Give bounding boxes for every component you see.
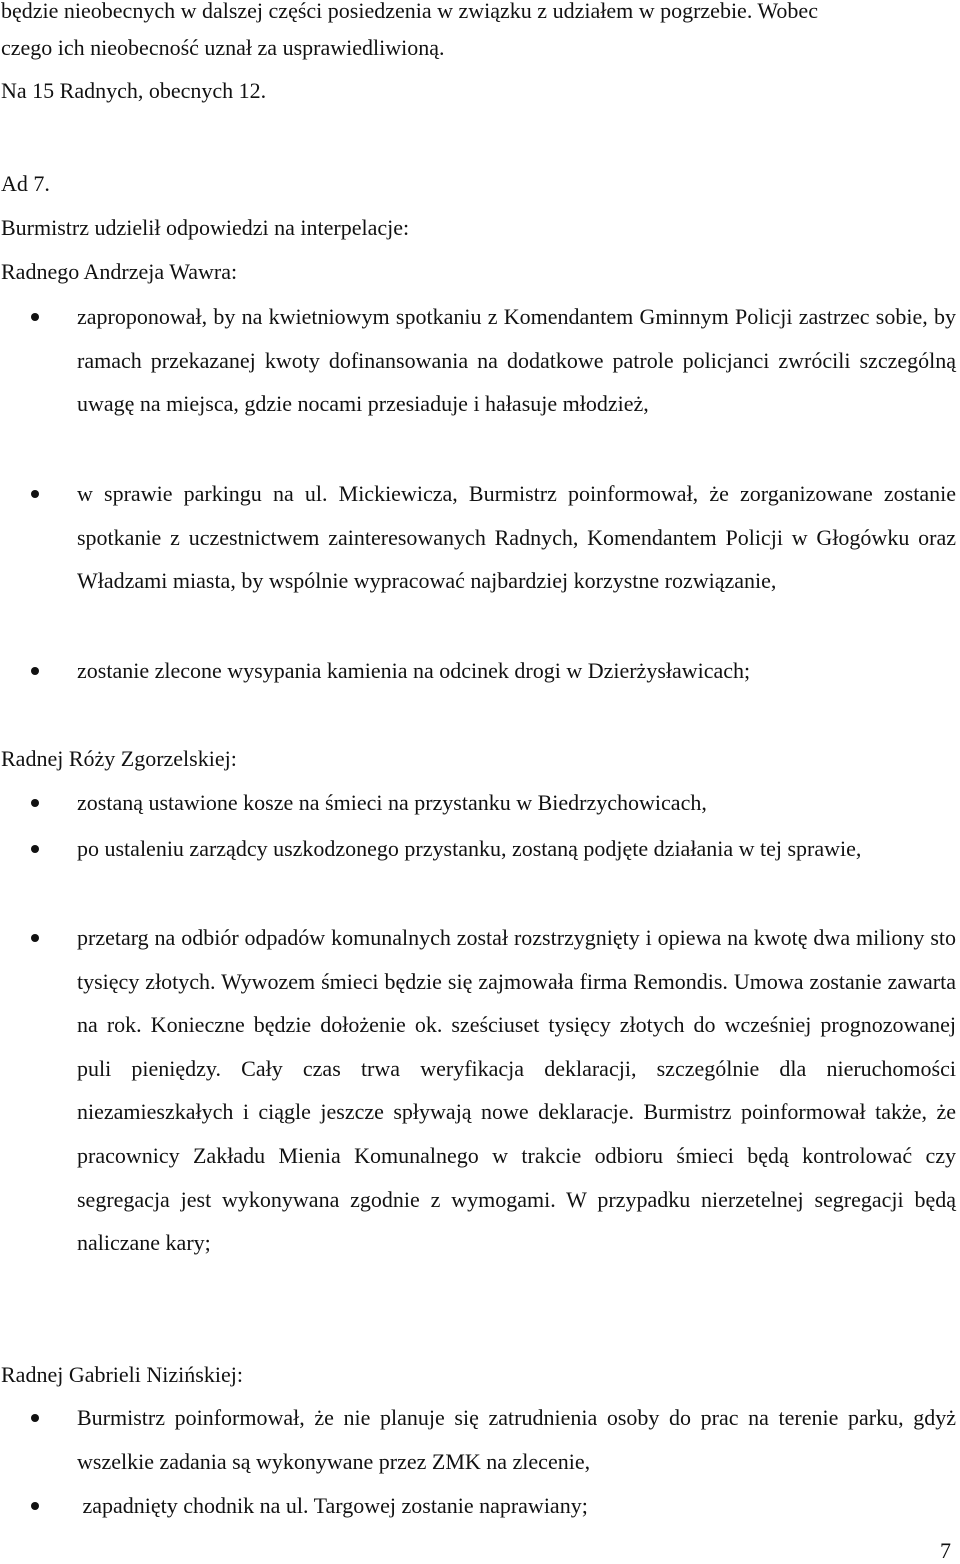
list-item: zostaną ustawione kosze na śmieci na przystanku w Biedrzychowicach, — [77, 790, 707, 815]
section-heading: Ad 7. — [1, 171, 50, 196]
intro-line-3: Na 15 Radnych, obecnych 12. — [1, 78, 267, 103]
group-label: Radnego Andrzeja Wawra: — [1, 259, 238, 284]
list-item: zapadnięty chodnik na ul. Targowej zostanie naprawiany; — [77, 1493, 588, 1518]
bullet — [31, 490, 39, 498]
group-label: Radnej Róży Zgorzelskiej: — [1, 746, 237, 771]
list-item: zaproponował, by na kwietniowym spotkaniu z Komendantem Gminnym Policji zastrzec sobie, by ramach przekazanej kwoty dofinansowania na dodatkowe patrole policjanci zwrócili szczególną uwagę na miejsca, gdzie nocami przesiaduje i hałasuje młodzież, — [77, 304, 956, 417]
page-number: 7 — [940, 1538, 951, 1563]
intro-line-2: czego ich nieobecność uznał za usprawiedliwioną. — [1, 35, 445, 60]
section-intro: Burmistrz udzielił odpowiedzi na interpelacje: — [1, 215, 410, 240]
bullet — [31, 1502, 39, 1510]
bullet — [31, 934, 39, 942]
bullet — [31, 313, 39, 321]
list-item: w sprawie parkingu na ul. Mickiewicza, Burmistrz poinformował, że zorganizowane zostanie spotkanie z uczestnictwem zainteresowanych Radnych, Komendantem Policji w Głogówku oraz Władzami miasta, by wspólnie wypracować najbardziej korzystne rozwiązanie, — [77, 481, 956, 594]
list-item: Burmistrz poinformował, że nie planuje się zatrudnienia osoby do prac na terenie parku, gdyż wszelkie zadania są wykonywane przez ZMK na zlecenie, — [77, 1405, 956, 1474]
list-item: po ustaleniu zarządcy uszkodzonego przystanku, zostaną podjęte działania w tej sprawie, — [77, 836, 862, 861]
group-label: Radnej Gabrieli Nizińskiej: — [1, 1362, 243, 1387]
list-item: zostanie zlecone wysypania kamienia na odcinek drogi w Dzierżysławicach; — [77, 658, 751, 683]
bullet — [31, 799, 39, 807]
intro-line-1: będzie nieobecnych w dalszej części posiedzenia w związku z udziałem w pogrzebie. Wobec — [1, 0, 818, 23]
list-item: przetarg na odbiór odpadów komunalnych został rozstrzygnięty i opiewa na kwotę dwa miliony sto tysięcy złotych. Wywozem śmieci będzie się zajmowała firma Remondis. Umowa zostanie zawarta na rok. Konieczne będzie dołożenie ok. sześciuset tysięcy złotych do wcześniej prognozowanej puli pieniędzy. Cały czas trwa weryfikacja deklaracji, szczególnie dla nieruchomości niezamieszkałych i ciągle jeszcze spływają nowe deklaracje. Burmistrz poinformował także, że pracownicy Zakładu Mienia Komunalnego w trakcie odbioru śmieci będą kontrolować czy segregacja jest wykonywana zgodnie z wymogami. W przypadku nierzetelnej segregacji będą naliczane kary; — [77, 925, 956, 1256]
bullet — [31, 1414, 39, 1422]
bullet — [31, 845, 39, 853]
bullet — [31, 667, 39, 675]
